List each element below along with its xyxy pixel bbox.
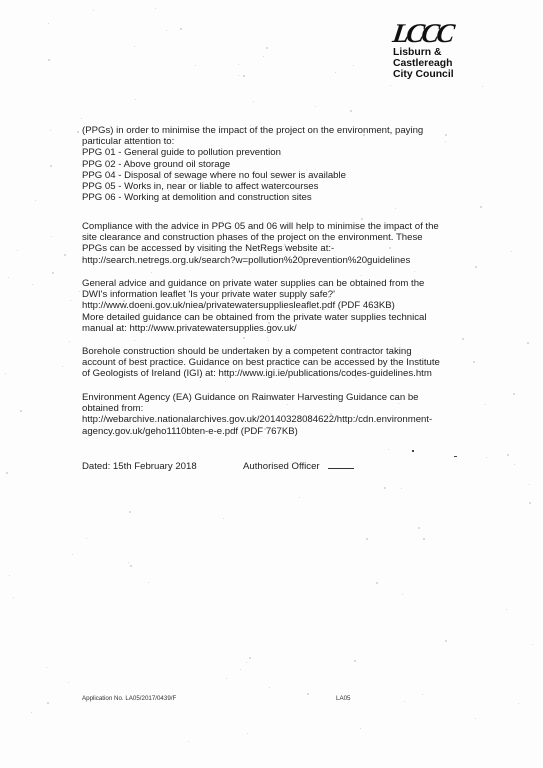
compliance-paragraph: [82, 221, 462, 266]
logo-mark: LCCC: [390, 18, 454, 48]
text-line: manual at: http://www.privatewatersupplies.gov.uk/: [82, 322, 297, 334]
scan-speck: [485, 404, 486, 405]
text-line: PPG 02 - Above ground oil storage: [82, 158, 231, 170]
scan-speck: [46, 667, 47, 668]
scan-speck: [390, 85, 391, 86]
scan-speck: [72, 554, 73, 555]
scan-speck: [527, 342, 529, 344]
text-line: PPG 05 - Works in, near or liable to affect watercourses: [82, 180, 319, 192]
scan-speck: [462, 338, 464, 340]
text-line: PPG 01 - General guide to pollution prevention: [82, 147, 281, 159]
scan-speck: [360, 728, 361, 729]
scan-speck: [13, 597, 14, 598]
scan-speck: [8, 277, 9, 278]
scan-speck: [388, 449, 389, 450]
scan-speck: [335, 72, 336, 73]
text-line: DWI's information leaflet 'Is your private water supply safe?': [82, 289, 335, 301]
scan-speck: [134, 46, 135, 47]
scan-speck: [225, 381, 226, 382]
scan-speck: [180, 28, 182, 30]
scan-speck: [299, 497, 300, 498]
scan-speck: [69, 341, 70, 342]
scan-speck: [129, 511, 131, 513]
text-line: Borehole construction should be undertaken by a competent contractor taking: [82, 346, 412, 357]
scan-speck: [513, 393, 515, 395]
dated-line: Dated: 15th February 2018: [82, 461, 197, 472]
scan-speck: [70, 300, 71, 301]
scan-speck: [402, 594, 403, 595]
scan-speck: [361, 218, 363, 220]
text-line: (PPGs) in order to minimise the impact of the project on the environment, paying: [82, 125, 424, 136]
scan-speck: [195, 65, 196, 66]
water-supply-paragraph: [82, 278, 462, 334]
scan-speck: [518, 703, 519, 704]
scan-speck: [62, 366, 63, 367]
scan-speck: [50, 165, 52, 167]
text-line: account of best practice. Guidance on best practice can be accessed by the Institute: [82, 357, 440, 369]
signature-line: [328, 468, 354, 469]
scan-speck: [130, 565, 132, 567]
scan-speck: [86, 538, 87, 539]
scan-speck: [529, 502, 531, 504]
scan-speck: [77, 131, 79, 133]
scan-speck: [384, 487, 386, 489]
scan-speck: [253, 101, 254, 102]
text-line: PPG 04 - Disposal of sewage where no foul sewer is available: [82, 169, 346, 181]
rainwater-paragraph: [82, 392, 462, 437]
scan-speck: [246, 662, 247, 663]
text-line: of Geologists of Ireland (IGI) at: http://www.igi.ie/publications/codes-guidelines.htm: [82, 368, 432, 380]
scan-speck: [148, 582, 149, 583]
scan-speck: [418, 527, 420, 529]
scan-speck: [423, 538, 425, 540]
scan-speck: [81, 118, 82, 119]
text-line: More detailed guidance can be obtained from the private water supplies technical: [82, 311, 427, 323]
scan-speck: [395, 208, 396, 209]
scan-speck: [68, 682, 69, 683]
authorised-officer-label: Authorised Officer: [243, 461, 320, 472]
ppg-paragraph: [82, 125, 462, 203]
scan-speck: [445, 640, 447, 642]
scan-speck: [361, 275, 362, 276]
scan-speck: [238, 64, 239, 65]
scan-speck: [376, 582, 378, 584]
scan-speck: [507, 454, 509, 456]
webarchive-link: http://webarchive.nationalarchives.gov.uk/20140328084622/http:/cdn.environment-: [82, 414, 433, 426]
scan-speck: [226, 678, 227, 679]
scan-speck: [486, 457, 487, 458]
netregs-link: http://search.netregs.org.uk/search?w=pollution%20prevention%20guidelines: [82, 254, 411, 266]
scan-speck: [475, 266, 477, 268]
scan-speck: [79, 291, 80, 292]
scan-speck: [50, 130, 51, 131]
doeni-link: http://www.doeni.gov.uk/niea/privatewatersuppliesleaflet.pdf (PDF 463KB): [82, 300, 395, 312]
scan-speck: [266, 47, 268, 49]
text-line: agency.gov.uk/geho1110bten-e-e.pdf (PDF 767KB): [82, 425, 298, 437]
scan-speck: [35, 200, 36, 201]
scan-speck: [269, 687, 270, 688]
scan-speck: [17, 250, 18, 251]
scan-speck: [188, 741, 189, 742]
scan-speck: [353, 65, 354, 66]
scan-speck: [243, 75, 245, 77]
scan-speck: [93, 10, 94, 11]
scan-speck: [5, 373, 6, 374]
scan-speck: [243, 337, 245, 339]
application-number: Application No. LA05/2017/0439/F: [82, 695, 177, 702]
scan-speck: [422, 694, 423, 695]
scan-speck: [532, 644, 533, 645]
scan-mark: [412, 450, 414, 452]
scan-speck: [511, 251, 512, 252]
scan-speck: [404, 701, 405, 702]
logo-line-1: Lisburn &: [393, 47, 442, 58]
scan-speck: [268, 340, 269, 341]
scan-speck: [32, 284, 33, 285]
scan-speck: [401, 488, 402, 489]
scan-speck: [514, 464, 515, 465]
text-line: obtained from:: [82, 403, 144, 415]
scan-speck: [475, 718, 476, 719]
text-line: Compliance with the advice in PPG 05 and 06 will help to minimise the impact of the: [82, 221, 439, 232]
text-line: PPGs can be accessed by visiting the NetRegs website at:-: [82, 243, 335, 255]
text-line: site clearance and construction phases of the project on the environment. These: [82, 232, 423, 244]
scan-speck: [134, 340, 135, 341]
scan-speck: [9, 575, 10, 576]
scan-speck: [529, 484, 530, 485]
text-line: General advice and guidance on private water supplies can be obtained from the: [82, 278, 425, 289]
logo-line-3: City Council: [393, 69, 454, 80]
scan-speck: [20, 410, 22, 412]
text-line: PPG 06 - Working at demolition and construction sites: [82, 192, 312, 204]
borehole-paragraph: [82, 346, 462, 380]
scan-speck: [366, 538, 368, 540]
text-line: Environment Agency (EA) Guidance on Rainwater Harvesting Guidance can be: [82, 392, 419, 403]
scan-speck: [155, 8, 156, 9]
scan-speck: [6, 472, 8, 474]
scan-speck: [48, 23, 49, 24]
scan-speck: [52, 272, 54, 274]
text-line: particular attention to:: [82, 136, 175, 148]
scan-speck: [135, 99, 136, 100]
scan-speck: [166, 30, 167, 31]
scan-speck: [151, 272, 152, 273]
scan-speck: [128, 562, 129, 563]
scan-speck: [482, 86, 483, 87]
scan-speck: [414, 271, 415, 272]
scan-speck: [267, 337, 268, 338]
scan-speck: [473, 361, 475, 363]
page-reference: LA05: [336, 695, 351, 702]
scan-speck: [51, 236, 52, 237]
scan-speck: [315, 106, 316, 107]
scan-speck: [506, 609, 507, 610]
scan-speck: [307, 693, 309, 695]
scan-speck: [48, 59, 50, 61]
logo-line-2: Castlereagh: [393, 58, 453, 69]
scan-speck: [247, 733, 248, 734]
scan-mark: [454, 456, 457, 457]
council-logo: [390, 18, 503, 80]
scan-speck: [354, 660, 356, 662]
scan-speck: [47, 702, 49, 704]
scan-speck: [350, 110, 352, 112]
scan-speck: [238, 75, 239, 76]
scan-speck: [31, 712, 32, 713]
scan-speck: [64, 254, 66, 256]
scan-speck: [480, 206, 482, 208]
scan-speck: [223, 518, 224, 519]
scan-speck: [240, 669, 241, 670]
scan-speck: [249, 657, 251, 659]
scan-speck: [263, 56, 264, 57]
